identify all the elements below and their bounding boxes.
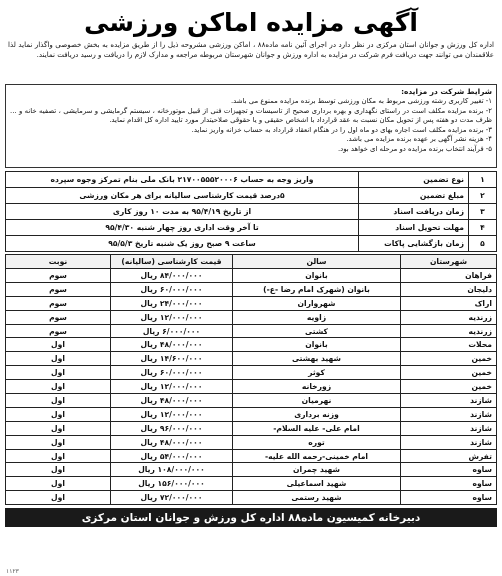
cell-turn: اول (6, 407, 111, 421)
cell-venue: بانوان (شهرک امام رضا -ع-) (233, 282, 401, 296)
cell-price: ۵۴/۰۰۰/۰۰۰ ریال (111, 449, 233, 463)
terms-row (6, 236, 497, 252)
cell-price: ۱۲/۰۰۰/۰۰۰ ریال (111, 407, 233, 421)
terms-row (6, 220, 497, 236)
cell-price: ۶/۰۰۰/۰۰۰ ریال (111, 324, 233, 338)
cell-price: ۱۰۸/۰۰۰/۰۰۰ ریال (111, 463, 233, 477)
cell-venue: زورخانه (233, 380, 401, 394)
cell-turn: اول (6, 463, 111, 477)
cell-turn: اول (6, 421, 111, 435)
cell-venue: نهرمیان (233, 394, 401, 408)
page-code: ۱۱۲۳ (6, 568, 19, 575)
cell-turn: اول (6, 352, 111, 366)
terms-row (6, 172, 497, 188)
cell-price: ۱۲/۰۰۰/۰۰۰ ریال (111, 380, 233, 394)
cell-city: ساوه (401, 463, 497, 477)
cell-turn: اول (6, 394, 111, 408)
term-label: نوع تضمین (359, 172, 469, 188)
cell-turn: اول (6, 435, 111, 449)
condition-item: ۱- تغییر کاربری رشته ورزشی مربوط به مکان ورزشی توسط برنده مزایده ممنوع می باشد. (230, 97, 492, 105)
venues-header-row (6, 255, 497, 269)
cell-price: ۷۲/۰۰۰/۰۰۰ ریال (111, 491, 233, 505)
term-number: ۲ (469, 188, 497, 204)
cell-price: ۴۸/۰۰۰/۰۰۰ ریال (111, 394, 233, 408)
cell-turn: سوم (6, 296, 111, 310)
term-value: تا آخر وقت اداری روز چهار شنبه ۹۵/۴/۳۰ (6, 220, 359, 236)
table-row (6, 449, 497, 463)
cell-turn: سوم (6, 310, 111, 324)
cell-price: ۶۰/۰۰۰/۰۰۰ ریال (111, 366, 233, 380)
cell-turn: سوم (6, 282, 111, 296)
cell-city: شازند (401, 407, 497, 421)
term-number: ۴ (469, 220, 497, 236)
table-row (6, 463, 497, 477)
cell-price: ۴۸/۰۰۰/۰۰۰ ریال (111, 435, 233, 449)
table-row (6, 296, 497, 310)
intro-paragraph: اداره کل ورزش و جوانان استان مرکزی در نظر دارد در اجرای آئین نامه ماده۸۸ ، اماکن ورزشی مشروحه ذیل را از طریق مزایده به بخش خصوصی واگذار نماید لذا علاقمندان می توانند جهت دریافت فرم شرکت در مزایده به اداره ورزش و جوانان شهرستان مربوطه مراجعه و مدارک لازم را دریافت و رسید دریافت نمایند. (8, 40, 495, 59)
cell-venue: شهید چمران (233, 463, 401, 477)
venues-table (5, 254, 497, 505)
cell-venue: بانوان (233, 269, 401, 283)
cell-turn: اول (6, 477, 111, 491)
cell-price: ۹۶/۰۰۰/۰۰۰ ریال (111, 421, 233, 435)
terms-row (6, 188, 497, 204)
table-row (6, 338, 497, 352)
cell-city: تفرش (401, 449, 497, 463)
cell-turn: اول (6, 338, 111, 352)
cell-city: شازند (401, 435, 497, 449)
cell-venue: امام خمینی-رحمه الله علیه- (233, 449, 401, 463)
footer-banner: دبیرخانه کمیسیون ماده۸۸ اداره کل ورزش و جوانان استان مرکزی (5, 508, 497, 527)
cell-venue: شهید اسماعیلی (233, 477, 401, 491)
term-value: ساعت ۹ صبح روز یک شنبه تاریخ ۹۵/۵/۳ (6, 236, 359, 252)
table-row (6, 477, 497, 491)
cell-city: خمین (401, 352, 497, 366)
conditions-box (5, 84, 497, 168)
cell-venue: شهرواران (233, 296, 401, 310)
table-row (6, 421, 497, 435)
table-row (6, 269, 497, 283)
table-row (6, 407, 497, 421)
cell-turn: سوم (6, 269, 111, 283)
cell-city: زرندیه (401, 324, 497, 338)
term-value: ۵درصد قیمت کارشناسی سالیانه برای هر مکان ورزشی (6, 188, 359, 204)
table-row (6, 435, 497, 449)
condition-item: ۵- فرآیند انتخاب برنده مزایده دو مرحله ای خواهد بود. (337, 144, 492, 153)
cell-city: زرندیه (401, 310, 497, 324)
cell-city: ساوه (401, 477, 497, 491)
cell-price: ۸۴/۰۰۰/۰۰۰ ریال (111, 269, 233, 283)
cell-turn: اول (6, 449, 111, 463)
cell-city: خمین (401, 366, 497, 380)
cell-city: خمین (401, 380, 497, 394)
term-value: از تاریخ ۹۵/۴/۱۹ به مدت ۱۰ روز کاری (6, 204, 359, 220)
cell-price: ۲۴/۰۰۰/۰۰۰ ریال (111, 296, 233, 310)
condition-item: ۳- برنده مزایده مکلف است اجاره بهای دو ماه اول را در هنگام انعقاد قرارداد به حساب خزانه واریز نماید. (191, 125, 492, 134)
cell-price: ۶۰/۰۰۰/۰۰۰ ریال (111, 282, 233, 296)
cell-venue: وزنه برداری (233, 407, 401, 421)
table-row (6, 324, 497, 338)
table-row (6, 394, 497, 408)
cell-city: اراک (401, 296, 497, 310)
table-row (6, 366, 497, 380)
cell-price: ۴۸/۰۰۰/۰۰۰ ریال (111, 338, 233, 352)
cell-city: محلات (401, 338, 497, 352)
table-row (6, 352, 497, 366)
term-label: مبلغ تضمین (359, 188, 469, 204)
table-row (6, 310, 497, 324)
cell-turn: اول (6, 380, 111, 394)
conditions-heading: شرایط شرکت در مزایده: (401, 87, 492, 96)
cell-city: فراهان (401, 269, 497, 283)
header-venue: سالن (233, 255, 401, 269)
cell-venue: امام علی- علیه السلام- (233, 421, 401, 435)
cell-venue: کوثر (233, 366, 401, 380)
cell-turn: اول (6, 366, 111, 380)
cell-city: شازند (401, 421, 497, 435)
cell-venue: زاویه (233, 310, 401, 324)
cell-price: ۱۴/۶۰۰/۰۰۰ ریال (111, 352, 233, 366)
term-number: ۱ (469, 172, 497, 188)
terms-row (6, 204, 497, 220)
term-label: زمان دریافت اسناد (359, 204, 469, 220)
cell-city: ساوه (401, 491, 497, 505)
header-price: قیمت کارشناسی (سالیانه) (111, 255, 233, 269)
cell-venue: بانوان (233, 338, 401, 352)
header-turn: نوبت (6, 255, 111, 269)
term-number: ۳ (469, 204, 497, 220)
cell-venue: شهید رستمی (233, 491, 401, 505)
term-value: واریز وجه به حساب ۲۱۷۰۰۵۵۵۲۰۰۰۶ بانک ملی بنام تمرکز وجوه سپرده (6, 172, 359, 188)
header-city: شهرستان (401, 255, 497, 269)
cell-city: شازند (401, 394, 497, 408)
page-title: آگهی مزایده اماکن ورزشی (84, 7, 418, 37)
cell-turn: سوم (6, 324, 111, 338)
table-row (6, 491, 497, 505)
table-row (6, 380, 497, 394)
cell-venue: شهید بهشتی (233, 352, 401, 366)
conditions-list (10, 97, 492, 155)
term-label: مهلت تحویل اسناد (359, 220, 469, 236)
cell-price: ۱۲/۰۰۰/۰۰۰ ریال (111, 310, 233, 324)
condition-item: ۲- برنده مزایده مکلف است در راستای نگهداری و بهره برداری صحیح از تاسیسات و تجهیزات فنی از قبیل موتورخانه ، سیستم گرمایشی و سرمایشی ، تصفیه خانه و ... ظرف مدت دو هفته پس از تحویل مکان نسبت به عقد قرارداد با اشخاص حقیقی و یا حقوقی صلاحیتدار مورد تایید اداره کل اقدام نماید. (10, 106, 492, 125)
cell-venue: کشتی (233, 324, 401, 338)
title-area (5, 4, 497, 40)
cell-venue: توره (233, 435, 401, 449)
table-row (6, 282, 497, 296)
cell-price: ۱۵۶/۰۰۰/۰۰۰ ریال (111, 477, 233, 491)
cell-turn: اول (6, 491, 111, 505)
term-label: زمان بازگشایی پاکات (359, 236, 469, 252)
cell-city: دلیجان (401, 282, 497, 296)
condition-item: ۴- هزینه نشر آگهی بر عهده برنده مزایده می باشد. (346, 135, 492, 144)
terms-table (5, 171, 497, 252)
term-number: ۵ (469, 236, 497, 252)
